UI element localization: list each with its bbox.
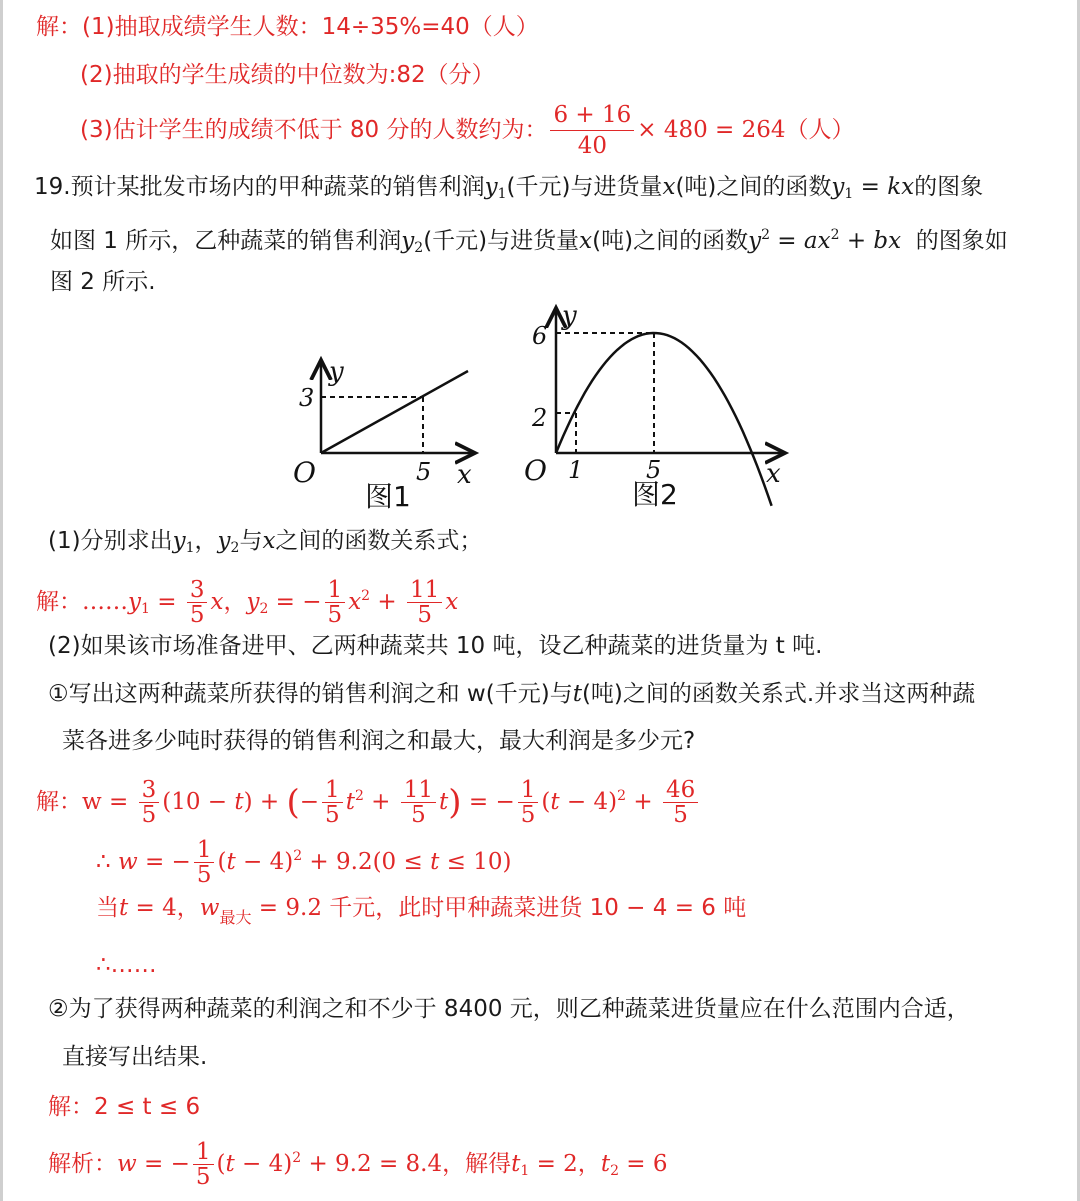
part2-sub2-answer: 解：2 ≤ t ≤ 6 xyxy=(48,1094,201,1120)
fraction-6plus16-over-40: $\frac{6 + 16}{40}$ xyxy=(550,100,634,161)
part2-solution-line1: 解：w = $\frac{3}{5}$ (10 − t) + (− $\frac{1}{5}$ $t^2$ + $\frac{11}{5}$ t) = − $\frac{1}{5}$ $(t - 4)^2$ + $\frac{46}{5}$ xyxy=(36,778,701,827)
part2-question: (2)如果该市场准备进甲、乙两种蔬菜共 10 吨，设乙种蔬菜的进货量为 t 吨. xyxy=(48,633,823,659)
fig1-origin: O xyxy=(293,456,316,489)
fig2-tick-y-top: 6 xyxy=(532,322,548,350)
fig2-tick-x5: 5 xyxy=(646,456,662,484)
q19-line-2: 如图 1 所示，乙种蔬菜的销售利润$y_2$(千元)与进货量x(吨)之间的函数$y^2 = ax^2$ + bx 的图象如 xyxy=(50,227,1008,256)
fig1-x-label: x xyxy=(457,460,472,490)
fig2-tick-x1: 1 xyxy=(568,456,584,484)
part1-question: (1)分别求出$y_1$，$y_2$与x之间的函数关系式； xyxy=(48,528,483,556)
figure-1-graph xyxy=(285,340,495,520)
left-page-border xyxy=(0,0,3,1201)
answer-line-3-result: × 480 = 264（人） xyxy=(637,117,855,143)
part2-solution-line4: ∴…… xyxy=(96,952,157,978)
part2-solution-line3: 当t = 4，$w_{最大} = 9.2$ 千元，此时甲种蔬菜进货 10 − 4 = 6 吨 xyxy=(96,895,747,927)
part2-sub1-line1: ①写出这两种蔬菜所获得的销售利润之和 w(千元)与t(吨)之间的函数关系式.并求当这两种蔬 xyxy=(48,681,976,707)
fig2-tick-y-low: 2 xyxy=(532,404,548,432)
part2-sub2-analysis: 解析：w = − $\frac{1}{5}$ $(t - 4)^2 + 9.2 = 8.4$，解得$t_1 = 2$，$t_2 = 6$ xyxy=(48,1139,668,1190)
part2-sub1-line2: 菜各进多少吨时获得的销售利润之和最大，最大利润是多少元? xyxy=(62,728,696,754)
part2-sub2-line2: 直接写出结果. xyxy=(62,1044,208,1070)
answer-line-3 xyxy=(80,100,855,161)
figure-2-graph xyxy=(520,298,800,520)
fig1-tick-x: 5 xyxy=(416,458,432,486)
q19-line-3: 图 2 所示. xyxy=(50,269,156,295)
fig2-x-label: x xyxy=(766,459,781,489)
answer-line-2: (2)抽取的学生成绩的中位数为:82（分） xyxy=(80,62,495,88)
fig2-y-label: y xyxy=(562,301,577,331)
fig1-caption: 图1 xyxy=(365,480,411,513)
part1-solution: 解：$\dots\dots y_1$ = $\frac{3}{5}$ x，$y_2$ = − $\frac{1}{5}$ $x^2$ + $\frac{11}{5}$ x xyxy=(36,577,459,628)
part2-solution-line2: ∴ w = − $\frac{1}{5}$ $(t - 4)^2 + 9.2(0 \le t \le 10)$ xyxy=(96,837,512,888)
fig2-origin: O xyxy=(524,454,547,487)
fig1-y-label: y xyxy=(329,357,344,387)
part2-sub2-line1: ②为了获得两种蔬菜的利润之和不少于 8400 元，则乙种蔬菜进货量应在什么范围内合适， xyxy=(48,996,970,1022)
fig1-tick-y: 3 xyxy=(299,384,315,412)
fig2-caption: 图2 xyxy=(632,478,678,511)
answer-line-1: 解：(1)抽取成绩学生人数：14÷35%=40（人） xyxy=(36,14,539,40)
q19-line-1: 19.预计某批发市场内的甲种蔬菜的销售利润$y_1$(千元)与进货量x(吨)之间的函数$y_1$ = kx的图象 xyxy=(34,174,984,202)
answer-line-3-text: (3)估计学生的成绩不低于 80 分的人数约为： xyxy=(80,117,548,143)
